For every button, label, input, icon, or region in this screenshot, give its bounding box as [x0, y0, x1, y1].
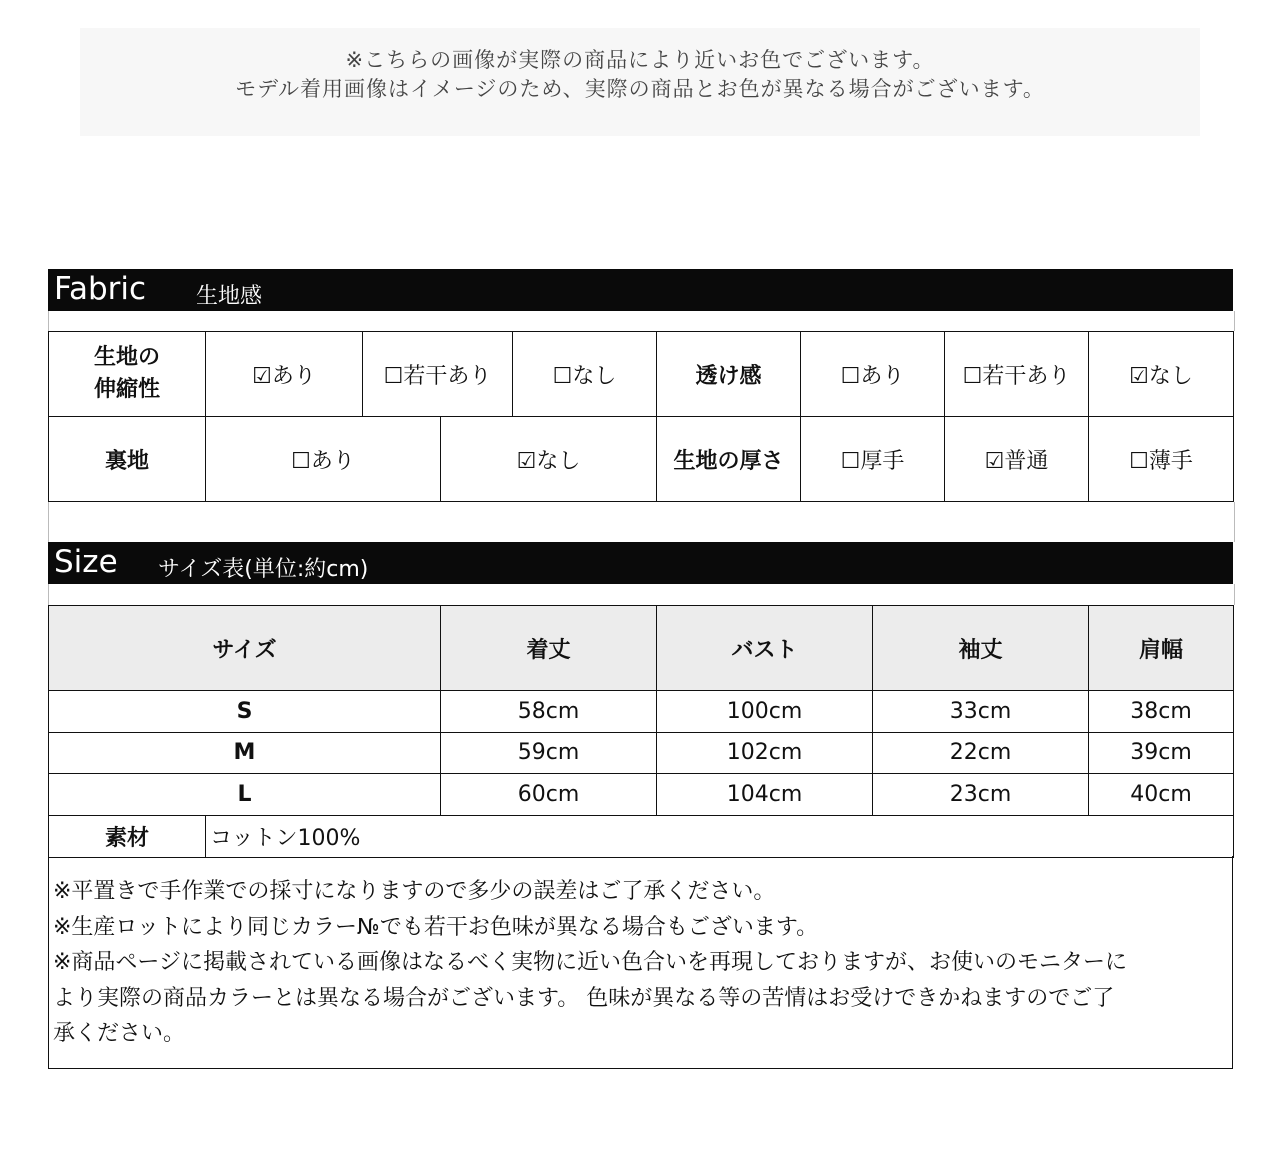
lining-label: 裏地 [49, 417, 206, 502]
size-label: S [49, 691, 441, 733]
thickness-label: 生地の厚さ [657, 417, 801, 502]
shoulder-value: 39cm [1089, 732, 1234, 774]
divider [48, 584, 1235, 605]
stretch-option-yes: ☑あり [206, 332, 363, 417]
length-value: 59cm [441, 732, 657, 774]
note-lot-color: ※生産ロットにより同じカラー№でも若干お色味が異なる場合もございます。 [53, 914, 819, 940]
length-value: 58cm [441, 691, 657, 733]
shoulder-value: 40cm [1089, 774, 1234, 816]
divider [48, 311, 1235, 331]
note-measurement: ※平置きで手作業での採寸になりますので多少の誤差はご了承ください。 [53, 879, 776, 904]
bust-value: 102cm [657, 732, 873, 774]
fabric-title-jp: 生地感 [196, 284, 263, 309]
sleeve-value: 33cm [873, 691, 1089, 733]
stretch-option-no: ☐なし [513, 332, 657, 417]
size-title-en: Size [54, 544, 118, 580]
notes-box [48, 856, 1233, 1069]
divider [48, 502, 1235, 542]
fabric-table [48, 331, 1234, 502]
size-label: L [49, 774, 441, 816]
thickness-option-normal: ☑普通 [945, 417, 1089, 502]
notice-line-1: ※こちらの画像が実際の商品により近いお色でございます。 [345, 48, 935, 72]
sheer-option-no: ☑なし [1089, 332, 1234, 417]
bust-value: 104cm [657, 774, 873, 816]
material-label: 素材 [49, 815, 206, 857]
sheer-option-yes: ☐あり [801, 332, 945, 417]
size-section-header [48, 542, 1233, 584]
size-header-length: 着丈 [441, 606, 657, 691]
fabric-section-header [48, 269, 1233, 311]
stretch-label: 生地の 伸縮性 [49, 332, 206, 417]
note-monitor-line-3: 承ください。 [53, 1021, 186, 1046]
size-header-sleeve: 袖丈 [873, 606, 1089, 691]
bust-value: 100cm [657, 691, 873, 733]
sleeve-value: 22cm [873, 732, 1089, 774]
lining-option-yes: ☐あり [206, 417, 441, 502]
table-row [49, 691, 1234, 733]
sheer-option-slight: ☐若干あり [945, 332, 1089, 417]
size-header-bust: バスト [657, 606, 873, 691]
fabric-title-en: Fabric [54, 271, 147, 307]
thickness-option-thick: ☐厚手 [801, 417, 945, 502]
table-row [49, 732, 1234, 774]
color-notice [80, 28, 1200, 136]
shoulder-value: 38cm [1089, 691, 1234, 733]
size-label: M [49, 732, 441, 774]
thickness-option-thin: ☐薄手 [1089, 417, 1234, 502]
table-row [49, 774, 1234, 816]
length-value: 60cm [441, 774, 657, 816]
size-header-shoulder: 肩幅 [1089, 606, 1234, 691]
notice-line-2: モデル着用画像はイメージのため、実際の商品とお色が異なる場合がございます。 [235, 77, 1045, 101]
note-monitor-line-2: より実際の商品カラーとは異なる場合がございます。 色味が異なる等の苦情はお受けできかねますのでご了 [53, 985, 1115, 1011]
note-monitor-line-1: ※商品ページに掲載されている画像はなるべく実物に近い色合いを再現しておりますが、お使いのモニターに [53, 950, 1127, 975]
sleeve-value: 23cm [873, 774, 1089, 816]
lining-option-no: ☑なし [441, 417, 657, 502]
sheer-label: 透け感 [657, 332, 801, 417]
size-table [48, 605, 1234, 858]
material-value: コットン100% [206, 815, 1234, 857]
size-title-jp: サイズ表(単位:約cm) [158, 557, 369, 582]
size-header-size: サイズ [49, 606, 441, 691]
stretch-option-slight: ☐若干あり [363, 332, 513, 417]
